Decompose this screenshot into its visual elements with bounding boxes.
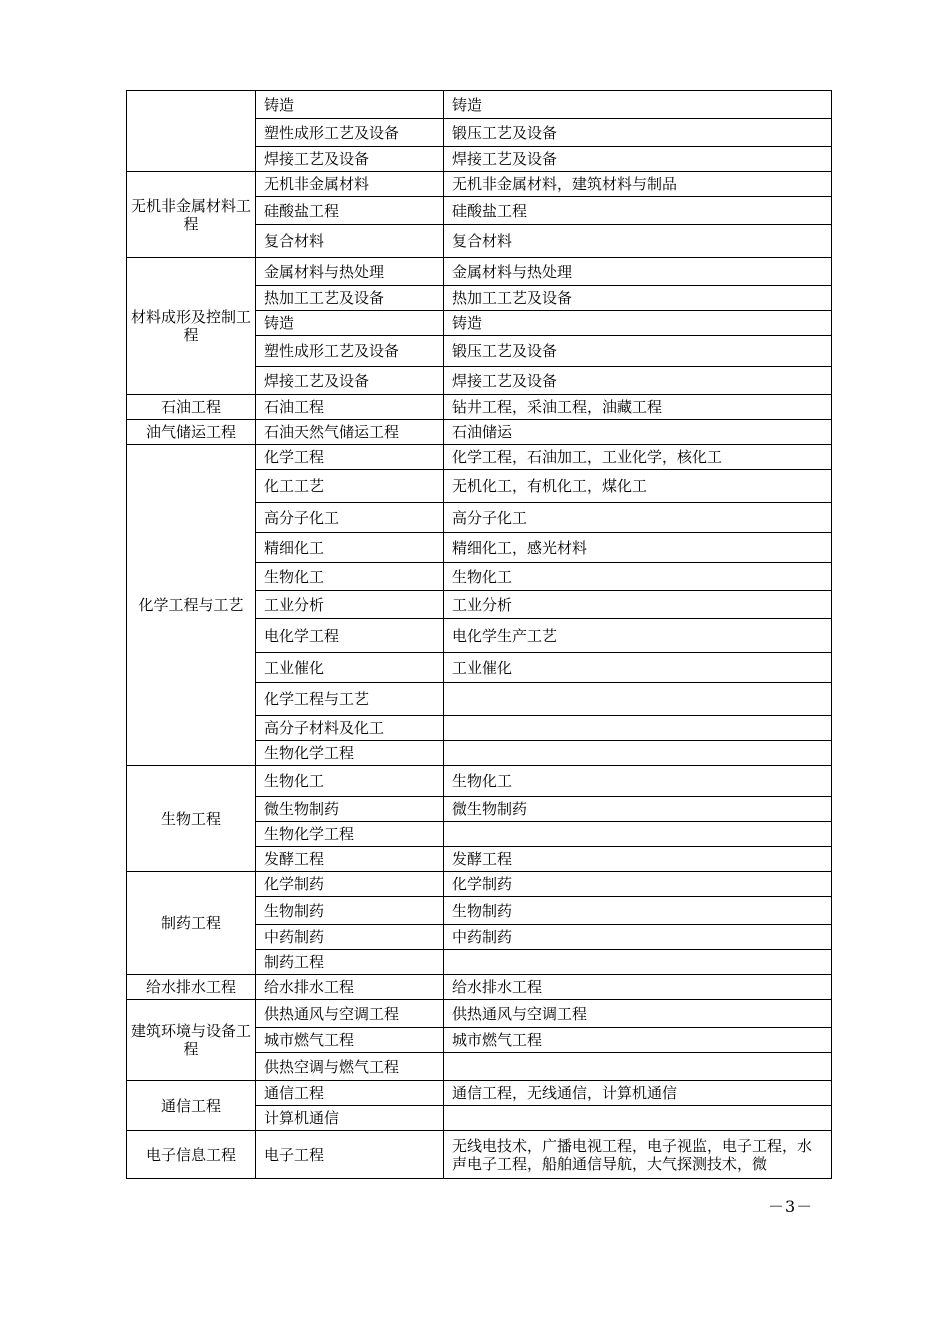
old-major-cell: 热加工工艺及设备 — [444, 286, 832, 311]
table-row — [127, 172, 832, 197]
major-name-cell: 建筑环境与设备工程 — [127, 1000, 256, 1081]
new-major-cell: 计算机通信 — [256, 1106, 444, 1131]
major-name-cell: 油气储运工程 — [127, 420, 256, 445]
new-major-cell: 金属材料与热处理 — [256, 258, 444, 286]
old-major-cell: 工业催化 — [444, 653, 832, 683]
old-major-cell: 无线电技术，广播电视工程，电子视监，电子工程，水声电子工程，船舶通信导航，大气探测技术，微 — [444, 1131, 832, 1179]
table-row — [127, 1081, 832, 1106]
new-major-cell: 给水排水工程 — [256, 975, 444, 1000]
old-major-cell: 精细化工，感光材料 — [444, 533, 832, 563]
table-row — [127, 975, 832, 1000]
old-major-cell: 化学工程，石油加工，工业化学，核化工 — [444, 445, 832, 470]
old-major-cell: 中药制药 — [444, 925, 832, 950]
old-major-cell — [444, 741, 832, 766]
new-major-cell: 生物化工 — [256, 563, 444, 591]
major-catalog-table — [126, 90, 832, 1179]
table-row — [127, 766, 832, 797]
old-major-cell: 高分子化工 — [444, 503, 832, 533]
old-major-cell: 通信工程，无线通信，计算机通信 — [444, 1081, 832, 1106]
new-major-cell: 电化学工程 — [256, 619, 444, 653]
new-major-cell: 微生物制药 — [256, 797, 444, 822]
old-major-cell: 复合材料 — [444, 225, 832, 258]
new-major-cell: 石油天然气储运工程 — [256, 420, 444, 445]
old-major-cell: 供热通风与空调工程 — [444, 1000, 832, 1028]
major-name-cell: 电子信息工程 — [127, 1131, 256, 1179]
table-row — [127, 1131, 832, 1179]
new-major-cell: 塑性成形工艺及设备 — [256, 336, 444, 367]
old-major-cell: 无机化工，有机化工，煤化工 — [444, 470, 832, 503]
old-major-cell: 工业分析 — [444, 591, 832, 619]
new-major-cell: 化学工程与工艺 — [256, 683, 444, 716]
old-major-cell — [444, 950, 832, 975]
new-major-cell: 供热空调与燃气工程 — [256, 1053, 444, 1081]
new-major-cell: 精细化工 — [256, 533, 444, 563]
table-row — [127, 420, 832, 445]
page-number: －3－ — [768, 1197, 814, 1216]
new-major-cell: 生物化工 — [256, 766, 444, 797]
table-row — [127, 1000, 832, 1028]
new-major-cell: 制药工程 — [256, 950, 444, 975]
new-major-cell: 生物化学工程 — [256, 741, 444, 766]
new-major-cell: 焊接工艺及设备 — [256, 147, 444, 172]
new-major-cell: 工业分析 — [256, 591, 444, 619]
table-row — [127, 258, 832, 286]
old-major-cell: 城市燃气工程 — [444, 1028, 832, 1053]
old-major-cell — [444, 716, 832, 741]
new-major-cell: 化学制药 — [256, 872, 444, 897]
major-name-cell: 化学工程与工艺 — [127, 445, 256, 766]
new-major-cell: 焊接工艺及设备 — [256, 367, 444, 395]
major-name-cell: 给水排水工程 — [127, 975, 256, 1000]
new-major-cell: 生物化学工程 — [256, 822, 444, 847]
old-major-cell — [444, 1053, 832, 1081]
old-major-cell: 生物化工 — [444, 766, 832, 797]
old-major-cell: 锻压工艺及设备 — [444, 336, 832, 367]
table-body — [127, 91, 832, 1179]
table-row — [127, 872, 832, 897]
new-major-cell: 化学工程 — [256, 445, 444, 470]
old-major-cell: 无机非金属材料，建筑材料与制品 — [444, 172, 832, 197]
new-major-cell: 生物制药 — [256, 897, 444, 925]
major-name-cell: 无机非金属材料工程 — [127, 172, 256, 258]
old-major-cell: 给水排水工程 — [444, 975, 832, 1000]
new-major-cell: 高分子化工 — [256, 503, 444, 533]
old-major-cell — [444, 822, 832, 847]
major-name-cell — [127, 91, 256, 172]
new-major-cell: 高分子材料及化工 — [256, 716, 444, 741]
old-major-cell: 电化学生产工艺 — [444, 619, 832, 653]
new-major-cell: 中药制药 — [256, 925, 444, 950]
old-major-cell: 石油储运 — [444, 420, 832, 445]
old-major-cell: 铸造 — [444, 311, 832, 336]
major-name-cell: 通信工程 — [127, 1081, 256, 1131]
new-major-cell: 热加工工艺及设备 — [256, 286, 444, 311]
old-major-cell: 钻井工程，采油工程，油藏工程 — [444, 395, 832, 420]
new-major-cell: 通信工程 — [256, 1081, 444, 1106]
old-major-cell: 生物化工 — [444, 563, 832, 591]
old-major-cell — [444, 1106, 832, 1131]
major-name-cell: 制药工程 — [127, 872, 256, 975]
old-major-cell: 锻压工艺及设备 — [444, 119, 832, 147]
new-major-cell: 石油工程 — [256, 395, 444, 420]
major-name-cell: 生物工程 — [127, 766, 256, 872]
table-row — [127, 395, 832, 420]
new-major-cell: 铸造 — [256, 311, 444, 336]
new-major-cell: 电子工程 — [256, 1131, 444, 1179]
new-major-cell: 城市燃气工程 — [256, 1028, 444, 1053]
new-major-cell: 塑性成形工艺及设备 — [256, 119, 444, 147]
old-major-cell: 微生物制药 — [444, 797, 832, 822]
old-major-cell: 焊接工艺及设备 — [444, 147, 832, 172]
new-major-cell: 复合材料 — [256, 225, 444, 258]
major-name-cell: 石油工程 — [127, 395, 256, 420]
old-major-cell: 化学制药 — [444, 872, 832, 897]
old-major-cell: 发酵工程 — [444, 847, 832, 872]
new-major-cell: 铸造 — [256, 91, 444, 119]
old-major-cell — [444, 683, 832, 716]
new-major-cell: 无机非金属材料 — [256, 172, 444, 197]
new-major-cell: 发酵工程 — [256, 847, 444, 872]
old-major-cell: 生物制药 — [444, 897, 832, 925]
old-major-cell: 硅酸盐工程 — [444, 197, 832, 225]
old-major-cell: 铸造 — [444, 91, 832, 119]
old-major-cell: 金属材料与热处理 — [444, 258, 832, 286]
table-row — [127, 445, 832, 470]
table-row — [127, 91, 832, 119]
new-major-cell: 工业催化 — [256, 653, 444, 683]
major-name-cell: 材料成形及控制工程 — [127, 258, 256, 395]
new-major-cell: 硅酸盐工程 — [256, 197, 444, 225]
new-major-cell: 供热通风与空调工程 — [256, 1000, 444, 1028]
old-major-cell: 焊接工艺及设备 — [444, 367, 832, 395]
new-major-cell: 化工工艺 — [256, 470, 444, 503]
